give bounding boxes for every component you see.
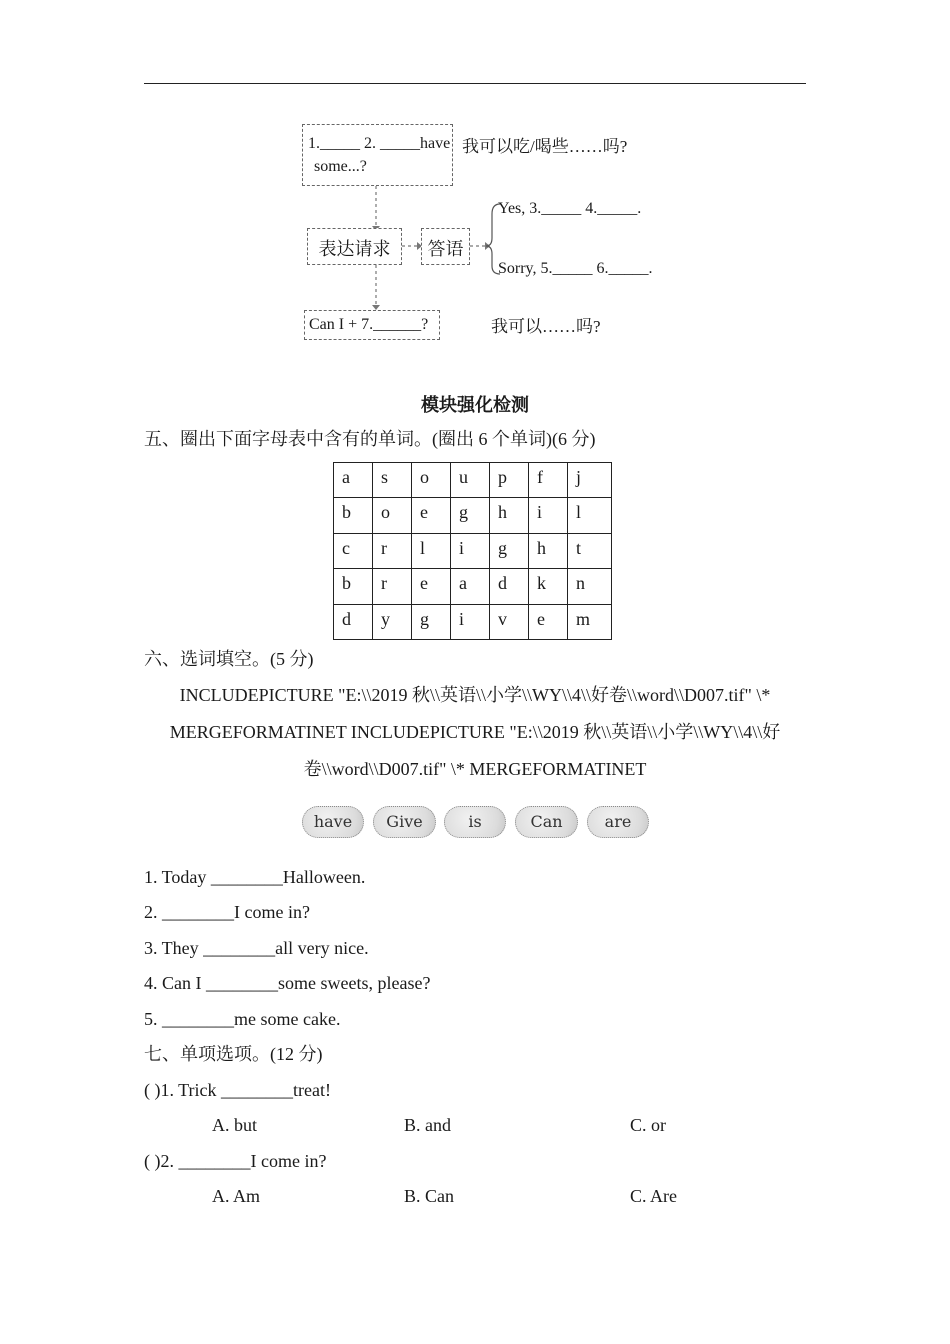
grid-row [334,498,612,533]
word-cloud-is: is [444,806,506,838]
diagram-connectors [0,0,950,360]
q7-question-2: ( )2. ________I come in? [144,1151,327,1171]
grid-cell: l [412,533,451,568]
grid-cell: i [451,604,490,639]
q6-item-1: 1. Today ________Halloween. [144,867,366,887]
diagram-box-answer [421,228,470,265]
grid-cell: j [568,463,612,498]
grid-cell: r [373,533,412,568]
q6-item-3: 3. They ________all very nice. [144,938,369,958]
grid-cell: m [568,604,612,639]
q6-item-5: 5. ________me some cake. [144,1009,341,1029]
box1-line2: some...? [314,158,367,175]
grid-cell: h [490,498,529,533]
grid-cell: h [529,533,568,568]
grid-cell: a [451,569,490,604]
grid-cell: r [373,569,412,604]
diagram-box-start [302,124,453,186]
grid-cell: b [334,569,373,604]
q7-q1-option-c: C. or [630,1115,666,1135]
grid-cell: i [529,498,568,533]
diagram-box-can [304,310,440,340]
grid-cell: e [412,569,451,604]
grid-cell: d [490,569,529,604]
grid-cell: b [334,498,373,533]
q6-item-2: 2. ________I come in? [144,902,310,922]
box2-label: 表达请求 [318,239,391,259]
include-field-line2: MERGEFORMATINET INCLUDEPICTURE "E:\\2019 秋\\英语\\小学\\WY\\4\\好 [169,722,781,742]
grid-cell: y [373,604,412,639]
grid-cell: v [490,604,529,639]
q7-q1-option-a: A. but [212,1115,257,1135]
box4-note: 我可以……吗? [491,317,601,336]
box1-note: 我可以吃/喝些……吗? [462,137,628,156]
q7-q2-option-b: B. Can [404,1186,455,1206]
grid-cell: g [490,533,529,568]
grid-cell: c [334,533,373,568]
grid-cell: n [568,569,612,604]
q7-q2-option-a: A. Am [212,1186,261,1206]
box1-line1: 1._____ 2. _____have [308,135,451,152]
word-cloud-can: Can [515,806,578,838]
word-cloud-are: are [587,806,649,838]
q6-heading: 六、选词填空。(5 分) [144,649,314,669]
box4-label: Can I + 7.______? [309,316,429,333]
grid-cell: k [529,569,568,604]
letter-grid [333,462,612,640]
grid-cell: l [568,498,612,533]
include-field-line3: 卷\\word\\D007.tif" \* MERGEFORMATINET [303,759,647,779]
grid-cell: s [373,463,412,498]
diagram-box-request [307,228,402,265]
grid-cell: e [529,604,568,639]
q6-item-4: 4. Can I ________some sweets, please? [144,973,431,993]
grid-row [334,533,612,568]
grid-cell: t [568,533,612,568]
yes-line: Yes, 3._____ 4._____. [498,200,642,217]
q7-q1-option-b: B. and [404,1115,451,1135]
grid-row [334,569,612,604]
grid-cell: g [412,604,451,639]
grid-cell: e [412,498,451,533]
q7-question-1: ( )1. Trick ________treat! [144,1080,331,1100]
q7-q2-option-c: C. Are [630,1186,677,1206]
grid-cell: o [373,498,412,533]
box3-label: 答语 [427,239,464,259]
grid-cell: o [412,463,451,498]
grid-cell: i [451,533,490,568]
grid-cell: g [451,498,490,533]
q7-heading: 七、单项选项。(12 分) [144,1044,323,1064]
word-cloud-give: Give [373,806,436,838]
include-field-line1: INCLUDEPICTURE "E:\\2019 秋\\英语\\小学\\WY\\4\\好卷\\word\\D007.tif" \* [179,685,771,705]
section-title: 模块强化检测 [421,395,529,415]
grid-row [334,604,612,639]
sorry-line: Sorry, 5._____ 6._____. [498,260,653,277]
q5-heading: 五、圈出下面字母表中含有的单词。(圈出 6 个单词)(6 分) [144,429,596,449]
grid-cell: a [334,463,373,498]
grid-cell: f [529,463,568,498]
grid-cell: p [490,463,529,498]
grid-cell: u [451,463,490,498]
grid-row [334,463,612,498]
grid-cell: d [334,604,373,639]
word-cloud-have: have [302,806,364,838]
